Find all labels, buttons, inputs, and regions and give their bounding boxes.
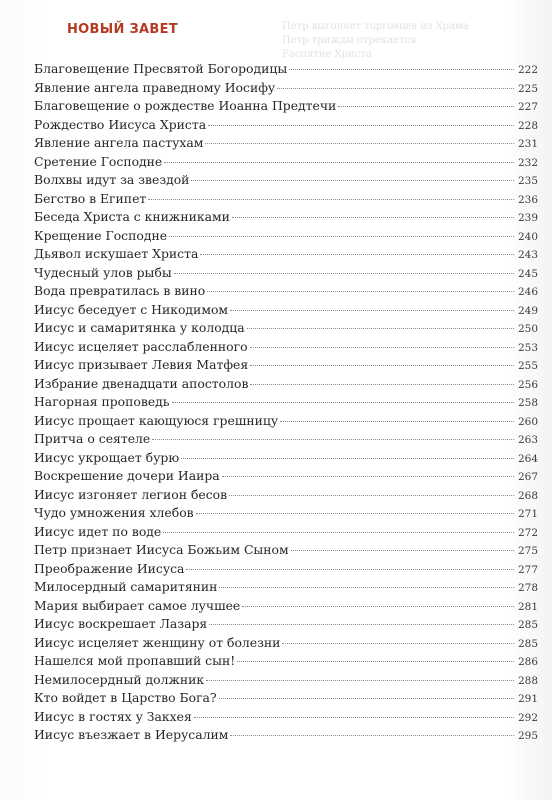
toc-dot-leader [200, 254, 514, 255]
toc-entry[interactable] [34, 171, 538, 190]
toc-entry-title: Нашелся мой пропавший сын! [34, 653, 236, 668]
bleed-through-text [282, 20, 550, 62]
toc-entry-page: 275 [517, 545, 538, 557]
toc-entry-title: Иисус исцеляет женщину от болезни [34, 634, 281, 650]
toc-entry-title: Беседа Христа с книжниками [34, 209, 230, 224]
toc-entry-page: 253 [517, 341, 538, 354]
toc-entry-page: 249 [517, 304, 538, 317]
toc-dot-leader [207, 291, 514, 292]
toc-entry-title: Иисус прощает кающуюся грешницу [34, 412, 279, 428]
toc-dot-leader [219, 587, 514, 588]
toc-dot-leader [242, 606, 514, 607]
toc-dot-leader [237, 661, 514, 662]
toc-entry-title: Явление ангела пастухам [34, 135, 204, 150]
toc-entry-title: Притча о сеятеле [34, 431, 151, 446]
toc-entry[interactable] [34, 412, 538, 431]
toc-entry[interactable] [34, 504, 538, 523]
toc-entry-page: 236 [517, 193, 538, 206]
toc-entry[interactable] [34, 634, 538, 653]
toc-entry-title: Иисус и самаритянка у колодца [34, 320, 245, 335]
toc-entry-title: Иисус идет по воде [34, 523, 162, 539]
toc-entry[interactable] [34, 523, 538, 542]
toc-entry-title: Милосердный самаритянин [34, 579, 218, 594]
table-of-contents [34, 60, 538, 745]
toc-dot-leader [250, 365, 514, 366]
toc-dot-leader [250, 347, 514, 348]
toc-entry-page: 231 [517, 138, 538, 150]
toc-dot-leader [148, 199, 514, 200]
toc-entry-page: 295 [517, 730, 538, 742]
toc-entry-page: 271 [517, 508, 538, 520]
toc-dot-leader [181, 458, 514, 459]
toc-entry-page: 267 [517, 471, 538, 483]
toc-entry-page: 246 [517, 286, 538, 298]
toc-entry-title: Иисус в гостях у Закхея [34, 708, 192, 724]
toc-entry-title: Крещение Господне [34, 227, 168, 243]
toc-dot-leader [250, 384, 514, 385]
toc-entry[interactable] [34, 319, 538, 338]
toc-entry[interactable] [34, 134, 538, 153]
toc-dot-leader [164, 162, 514, 163]
toc-dot-leader [191, 180, 514, 181]
toc-entry-title: Иисус исцеляет расслабленного [34, 338, 248, 354]
toc-entry-title: Чудесный улов рыбы [34, 264, 172, 280]
toc-entry[interactable] [34, 467, 538, 486]
toc-entry[interactable] [34, 430, 538, 449]
toc-entry-title: Иисус изгоняет легион бесов [34, 486, 228, 502]
toc-dot-leader [229, 495, 514, 496]
toc-entry-title: Преображение Иисуса [34, 560, 185, 576]
toc-entry-page: 240 [517, 230, 538, 243]
toc-entry-page: 225 [517, 82, 538, 95]
toc-dot-leader [291, 550, 514, 551]
bleed-through-line: Распятие Христа [282, 49, 372, 60]
toc-dot-leader [230, 310, 514, 311]
toc-entry-page: 258 [517, 397, 538, 409]
toc-dot-leader [222, 476, 514, 477]
toc-dot-leader [186, 569, 514, 570]
toc-dot-leader [280, 421, 514, 422]
toc-dot-leader [230, 735, 514, 736]
toc-entry-page: 285 [517, 637, 538, 650]
toc-entry-page: 227 [517, 101, 538, 113]
toc-dot-leader [338, 106, 514, 107]
toc-entry-page: 278 [517, 582, 538, 594]
toc-dot-leader [172, 402, 514, 403]
toc-dot-leader [174, 273, 514, 274]
toc-entry-page: 260 [517, 415, 538, 428]
section-title: НОВЫЙ ЗАВЕТ [67, 22, 178, 37]
toc-entry[interactable] [34, 708, 538, 727]
toc-entry-page: 256 [517, 378, 538, 391]
toc-entry[interactable] [34, 190, 538, 209]
toc-dot-leader [289, 69, 514, 70]
toc-entry-page: 272 [517, 526, 538, 539]
toc-entry-page: 291 [517, 693, 538, 705]
toc-entry-title: Кто войдет в Царство Бога? [34, 690, 217, 705]
toc-entry[interactable] [34, 301, 538, 320]
toc-entry[interactable] [34, 541, 538, 560]
toc-entry-title: Иисус укрощает бурю [34, 449, 180, 465]
toc-entry-page: 228 [517, 119, 538, 132]
toc-entry[interactable] [34, 486, 538, 505]
toc-entry[interactable] [34, 375, 538, 394]
toc-entry-title: Иисус воскрешает Лазаря [34, 616, 208, 631]
toc-entry-title: Воскрешение дочери Иаира [34, 468, 220, 483]
toc-entry[interactable] [34, 689, 538, 708]
toc-entry-title: Сретение Господне [34, 153, 163, 169]
toc-dot-leader [205, 143, 514, 144]
toc-entry-page: 250 [517, 323, 538, 335]
toc-entry[interactable] [34, 560, 538, 579]
toc-dot-leader [196, 513, 514, 514]
toc-entry[interactable] [34, 153, 538, 172]
toc-entry-title: Немилосердный должник [34, 671, 205, 687]
toc-dot-leader [169, 236, 514, 237]
toc-entry-title: Явление ангела праведному Иосифу [34, 79, 276, 95]
toc-entry-page: 235 [517, 175, 538, 187]
toc-entry-title: Нагорная проповедь [34, 394, 170, 409]
toc-entry[interactable] [34, 578, 538, 597]
toc-dot-leader [232, 217, 514, 218]
toc-entry[interactable] [34, 449, 538, 468]
toc-entry-page: 245 [517, 267, 538, 280]
toc-entry-title: Избрание двенадцати апостолов [34, 375, 249, 391]
toc-dot-leader [206, 680, 514, 681]
toc-entry[interactable] [34, 245, 538, 264]
toc-dot-leader [194, 717, 514, 718]
toc-entry-page: 222 [517, 64, 538, 76]
toc-dot-leader [152, 439, 514, 440]
toc-entry[interactable] [34, 60, 538, 79]
toc-entry-page: 277 [517, 563, 538, 576]
toc-dot-leader [277, 88, 514, 89]
toc-entry-page: 292 [517, 711, 538, 724]
toc-entry-title: Петр признает Иисуса Божьим Сыном [34, 542, 289, 557]
toc-entry-title: Дьявол искушает Христа [34, 246, 199, 261]
toc-entry-page: 285 [517, 619, 538, 631]
toc-entry-title: Рождество Иисуса Христа [34, 116, 207, 132]
toc-entry-page: 268 [517, 489, 538, 502]
toc-entry[interactable] [34, 393, 538, 412]
toc-entry-page: 239 [517, 212, 538, 224]
toc-entry-page: 281 [517, 600, 538, 613]
toc-dot-leader [219, 698, 514, 699]
toc-entry-title: Иисус въезжает в Иерусалим [34, 727, 229, 742]
toc-entry[interactable] [34, 208, 538, 227]
toc-dot-leader [208, 125, 514, 126]
toc-entry[interactable] [34, 597, 538, 616]
toc-entry[interactable] [34, 652, 538, 671]
toc-entry[interactable] [34, 116, 538, 135]
toc-entry[interactable] [34, 97, 538, 116]
toc-entry-page: 263 [517, 434, 538, 446]
toc-entry-page: 232 [517, 156, 538, 169]
toc-entry[interactable] [34, 615, 538, 634]
toc-dot-leader [209, 624, 514, 625]
toc-entry[interactable] [34, 671, 538, 690]
toc-dot-leader [247, 328, 514, 329]
toc-entry-title: Волхвы идут за звездой [34, 172, 190, 187]
toc-entry-page: 264 [517, 452, 538, 465]
toc-entry-page: 243 [517, 249, 538, 261]
toc-entry-title: Мария выбирает самое лучшее [34, 597, 241, 613]
toc-entry[interactable] [34, 282, 538, 301]
toc-entry-page: 288 [517, 674, 538, 687]
toc-entry-title: Бегство в Египет [34, 190, 147, 206]
bleed-through-line: Петр трижды отрекается [282, 35, 417, 46]
toc-entry-title: Благовещение Пресвятой Богородицы [34, 61, 288, 76]
bleed-through-line: Петр выгоняет торговцев из Храма [282, 21, 469, 32]
toc-dot-leader [282, 643, 514, 644]
toc-entry-title: Благовещение о рождестве Иоанна Предтечи [34, 98, 337, 113]
toc-entry[interactable] [34, 79, 538, 98]
toc-entry[interactable] [34, 264, 538, 283]
toc-entry-title: Иисус беседует с Никодимом [34, 301, 229, 317]
toc-entry-page: 286 [517, 656, 538, 668]
toc-entry-title: Вода превратилась в вино [34, 283, 206, 298]
toc-dot-leader [163, 532, 514, 533]
toc-entry[interactable] [34, 227, 538, 246]
toc-entry[interactable] [34, 356, 538, 375]
toc-entry-title: Иисус призывает Левия Матфея [34, 357, 249, 372]
toc-entry[interactable] [34, 338, 538, 357]
toc-entry-page: 255 [517, 360, 538, 372]
toc-entry[interactable] [34, 726, 538, 745]
toc-entry-title: Чудо умножения хлебов [34, 505, 194, 520]
